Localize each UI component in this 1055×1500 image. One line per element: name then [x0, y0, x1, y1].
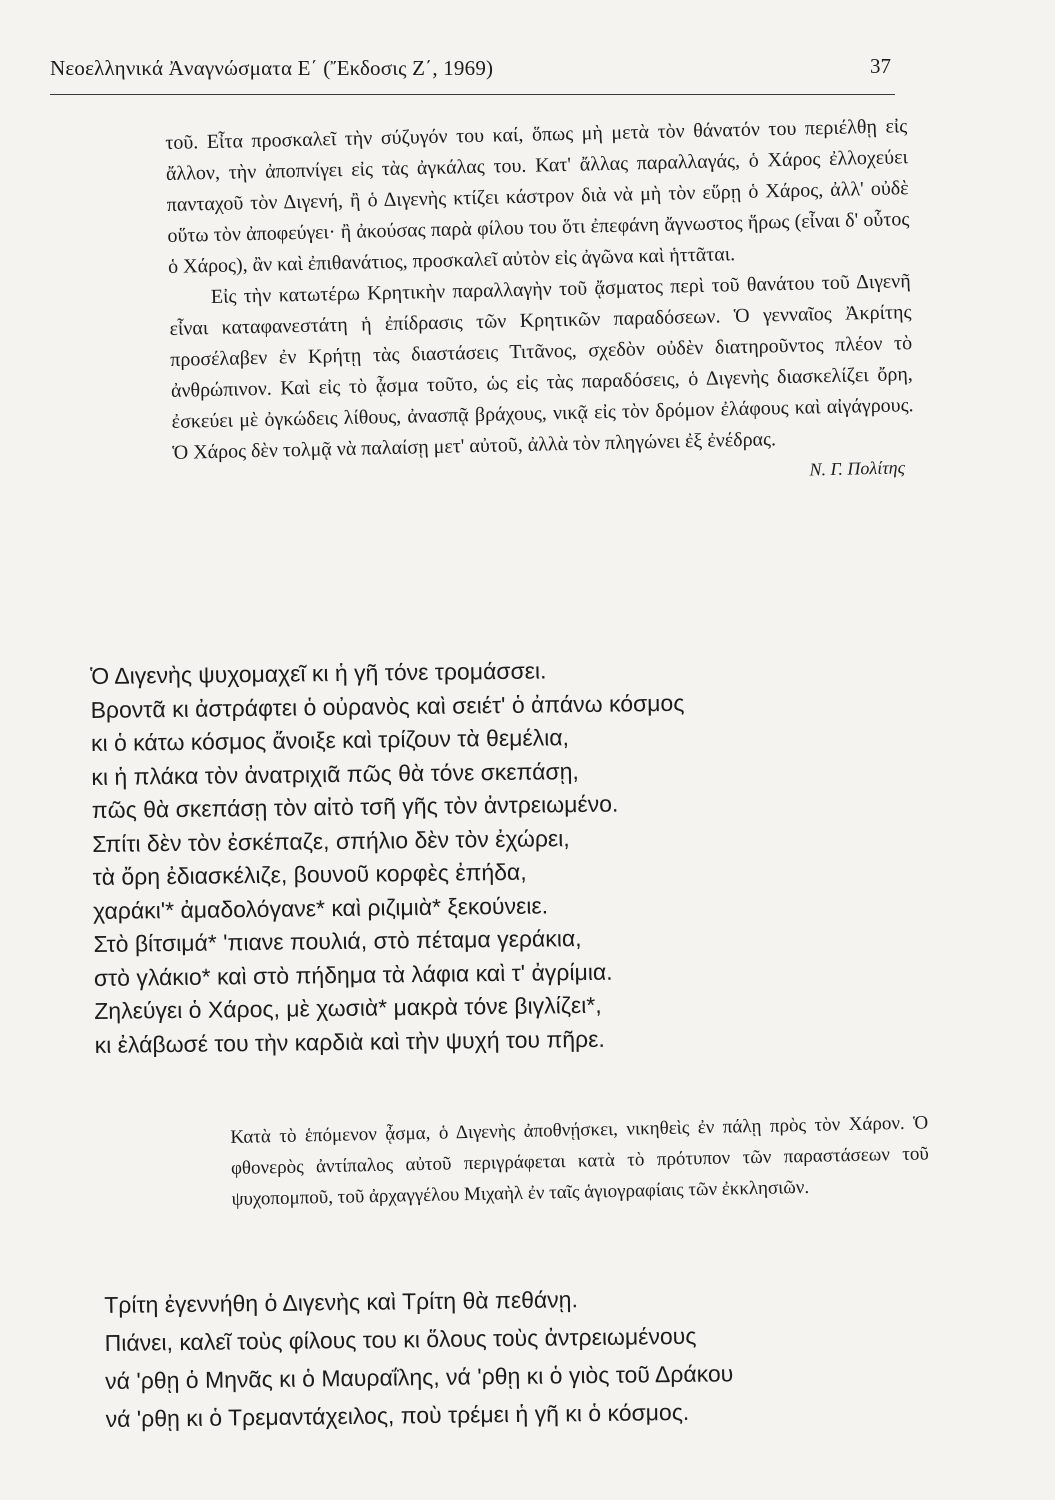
- verse-line: νά 'ρθῃ κι ὁ Τρεμαντάχειλος, ποὺ τρέμει ἡ γῆ κι ὁ κόσμος.: [105, 1398, 690, 1432]
- verse-line: Ζηλεύγει ὁ Χάρος, μὲ χωσιὰ* μακρὰ τόνε βιγλίζει*,: [94, 991, 602, 1024]
- verse-line: χαράκι'* ἀμαδολόγανε* καὶ ριζιμιὰ* ξεκούνειε.: [92, 891, 549, 924]
- verse-line: νά 'ρθῃ ὁ Μηνᾶς κι ὁ Μαυραΐλης, νά 'ρθῃ κι ὁ γιὸς τοῦ Δράκου: [105, 1360, 734, 1394]
- author-signature: Ν. Γ. Πολίτης: [809, 457, 906, 480]
- verse-line: Σπίτι δὲν τὸν ἐσκέπαζε, σπήλιο δὲν τὸν ἐχώρει,: [92, 824, 570, 857]
- prose-paragraph-1: τοῦ. Εἶτα προσκαλεῖ τὴν σύζυγόν του καί, ὅπως μὴ μετὰ τὸν θάνατόν του περιέλθῃ εἰς ἄλλον, τὴν ἀποπνίγει εἰς τὰς ἀγκάλας του. Κατ' ἄλλας παραλλαγάς, ὁ Χάρος ἐλλοχεύει πανταχοῦ τὸν Διγενή, ἢ ὁ Διγενὴς κτίζει κάστρον διὰ νὰ μὴ τὸν εὕρῃ ὁ Χάρος, ἀλλ' οὐδὲ οὕτω τὸν ἀποφεύγει· ἢ ἀκούσας παρὰ φίλου του ὅτι ἐπεφάνη ἄγνωστος ἥρως (εἶναι δ' οὗτος ὁ Χάρος), ἂν καὶ ἐπιθανάτιος, προσκαλεῖ αὐτὸν εἰς ἀγῶνα καὶ ἡττᾶται.: [165, 115, 910, 278]
- note-paragraph: Κατὰ τὸ ἑπόμενον ᾆσμα, ὁ Διγενὴς ἀποθνῄσκει, νικηθεὶς ἐν πάλῃ πρὸς τὸν Χάρον. Ὁ φθονερὸς ἀντίπαλος αὐτοῦ περιγράφεται κατὰ τὸ πρότυπον τῶν παραστάσεων τοῦ ψυχοπομποῦ, τοῦ ἀρχαγγέλου Μιχαὴλ ἐν ταῖς ἁγιογραφίαις τῶν ἐκκλησιῶν.: [230, 1112, 930, 1210]
- verse-line: Στὸ βίτσιμά* 'πιανε πουλιά, στὸ πέταμα γεράκια,: [93, 925, 582, 957]
- running-header: [50, 54, 895, 95]
- verse-line: στὸ γλάκιο* καὶ στὸ πήδημα τὰ λάφια καὶ τ' ἀγρίμια.: [93, 958, 613, 991]
- verse-line: κι ἐλάβωσέ του τὴν καρδιὰ καὶ τὴν ψυχή του πῆρε.: [94, 1025, 605, 1058]
- verse-line: πῶς θὰ σκεπάσῃ τὸν αἰτὸ τσῆ γῆς τὸν ἀντρειωμένο.: [91, 790, 619, 823]
- poem-death-of-digenis: [90, 649, 995, 1062]
- page-number: 37: [870, 54, 891, 78]
- poem-second-song: [104, 1275, 1006, 1438]
- book-title: Νεοελληνικά Ἀναγνώσματα Ε΄ (Ἔκδοσις Ζ΄, 1969): [50, 56, 494, 80]
- verse-line: κι ἡ πλάκα τὸν ἀνατριχιᾶ πῶς θὰ τόνε σκεπάσῃ,: [91, 757, 579, 790]
- editorial-note: [230, 1107, 930, 1215]
- verse-line: Βροντᾶ κι ἀστράφτει ὁ οὐρανὸς καὶ σειέτ' ὁ ἀπάνω κόσμος: [90, 689, 685, 723]
- prose-paragraph-2: Εἰς τὴν κατωτέρω Κρητικὴν παραλλαγὴν τοῦ ᾄσματος περὶ τοῦ θανάτου τοῦ Διγενῆ εἶναι καταφανεστάτη ἡ ἐπίδρασις τῶν Κρητικῶν παραδόσεων. Ὁ γενναῖος Ἀκρίτης προσέλαβεν ἐν Κρήτῃ τὰς διαστάσεις Τιτᾶνος, σχεδὸν οὐδὲν διατηροῦντος πλέον τὸ ἀνθρώπινον. Καὶ εἰς τὸ ᾆσμα τοῦτο, ὡς εἰς τὰς παραδόσεις, ὁ Διγενὴς διασκελίζει ὄρη, ἐσκεύει μὲ ὀγκώδεις λίθους, ἀνασπᾷ βράχους, νικᾷ εἰς τὸν δρόμον ἐλάφους καὶ αἰγάγρους. Ὁ Χάρος δὲν τολμᾷ νὰ παλαίσῃ μετ' αὐτοῦ, ἀλλὰ τὸν πληγώνει ἐξ ἐνέδρας.: [169, 270, 914, 464]
- verse-line: τὰ ὄρη ἐδιασκέλιζε, βουνοῦ κορφὲς ἐπήδα,: [92, 858, 527, 890]
- introduction-text: [165, 111, 915, 500]
- verse-line: κι ὁ κάτω κόσμος ἄνοιξε καὶ τρίζουν τὰ θεμέλια,: [90, 724, 570, 756]
- verse-line: Πιάνει, καλεῖ τοὺς φίλους του κι ὅλους τοὺς ἀντρειωμένους: [104, 1322, 697, 1356]
- verse-line: Ὁ Διγενὴς ψυχομαχεῖ κι ἡ γῆ τόνε τρομάσσει.: [90, 657, 547, 689]
- verse-line: Τρίτη ἐγεννήθη ὁ Διγενὴς καὶ Τρίτη θὰ πεθάνῃ.: [104, 1286, 579, 1318]
